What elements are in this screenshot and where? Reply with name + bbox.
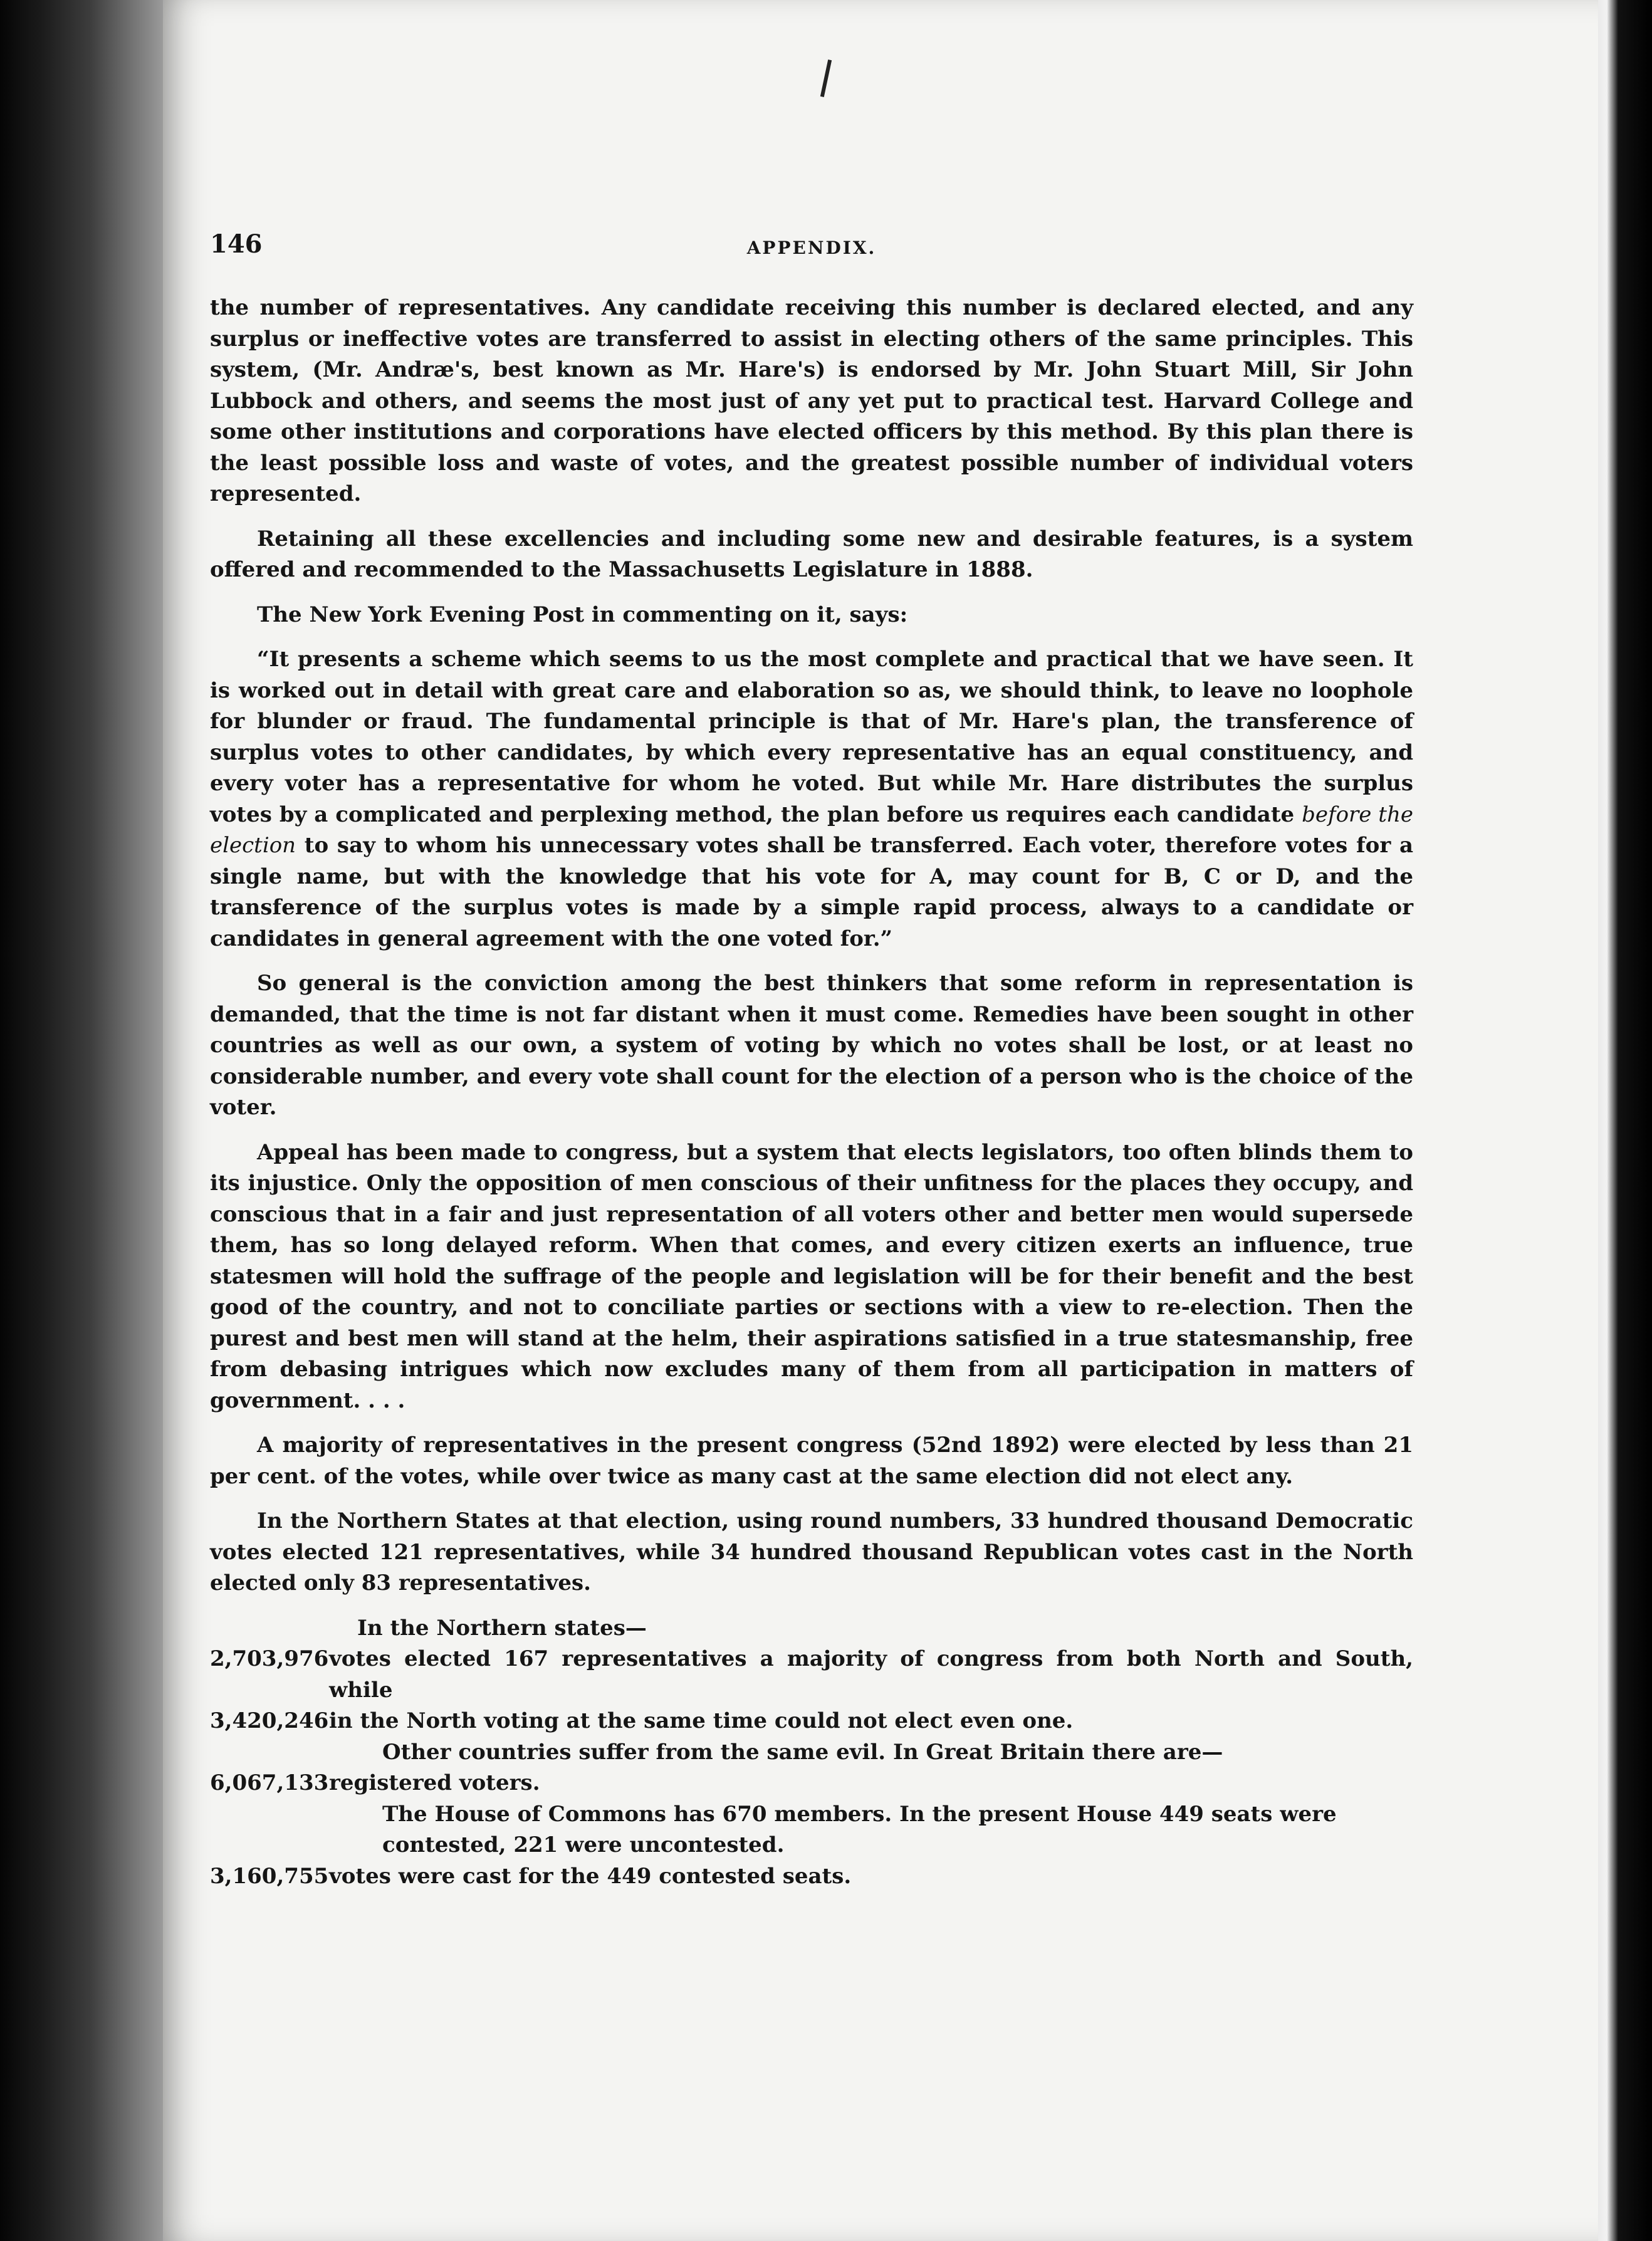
stat-row xyxy=(210,1644,1413,1706)
quote-text-end: to say to whom his unnecessary votes shall be transferred. Each voter, therefore votes for a single name, but with the knowledge that his vote for A, may count for B, C or D, and the transference of the surplus votes is made by a simple rapid process, always to a candidate or candidates in general agreement with the one voted for.” xyxy=(210,833,1413,951)
stat-number: 3,160,755 xyxy=(210,1863,329,1889)
paragraph-6: Appeal has been made to congress, but a system that elects legislators, too often blinds them to its injustice. Only the opposition of men conscious of their unfitness for the places they occupy, and conscious that in a fair and just representation of all voters other and better men would supersede them, has so long delayed reform. When that comes, and every citizen exerts an influence, true statesmen will hold the suffrage of the people and legislation will be for their benefit and the best good of the country, and not to conciliate parties or sections with a view to re-election. Then the purest and best men will stand at the helm, their aspirations satisfied in a true statesmanship, free from debasing intrigues which now excludes many of them from all participation in matters of government. . . . xyxy=(210,1139,1413,1413)
statistics-list xyxy=(210,1613,1413,1893)
paragraph-7: A majority of representatives in the present congress (52nd 1892) were elected by less than 21 per cent. of the votes, while over twice as many cast at the same election did not elect any. xyxy=(210,1433,1413,1489)
quote-text-start: “It presents a scheme which seems to us the most complete and practical that we have seen. It is worked out in detail with great care and elaboration so as, we should think, to leave no loophole for blunder or fraud. The fundamental principle is that of Mr. Hare's plan, the transference of surplus votes to other candidates, by which every representative has an equal constituency, and every voter has a representative for whom he voted. But while Mr. Hare distributes the surplus votes by a complicated and perplexing method, the plan before us requires each candidate xyxy=(210,647,1413,827)
page-text xyxy=(210,229,1413,1892)
paragraph-8: In the Northern States at that election, using round numbers, 33 hundred thousand Democratic votes elected 121 representatives, while 34 hundred thousand Republican votes cast in the North elected only 83 representatives. xyxy=(210,1508,1413,1596)
stats-note: The House of Commons has 670 members. In the present House 449 seats were contested, 221 were uncontested. xyxy=(382,1801,1337,1857)
stats-intro: In the Northern states— xyxy=(357,1615,647,1641)
ink-mark xyxy=(820,60,832,97)
stat-number: 3,420,246 xyxy=(210,1708,329,1733)
page-number: 146 xyxy=(210,229,263,259)
stat-number: 6,067,133 xyxy=(210,1770,329,1795)
page-header xyxy=(210,229,1413,266)
stats-note: Other countries suffer from the same evil. In Great Britain there are— xyxy=(382,1739,1223,1765)
paragraph-3: The New York Evening Post in commenting on it, says: xyxy=(257,602,908,627)
running-head: APPENDIX. xyxy=(746,238,877,258)
stat-text: registered voters. xyxy=(329,1770,540,1795)
paragraph-5: So general is the conviction among the best thinkers that some reform in representation is demanded, that the time is not far distant when it must come. Remedies have been sought in other countries as well as our own, a system of voting by which no votes shall be lost, or at least no considerable number, and every vote shall count for the election of a person who is the choice of the voter. xyxy=(210,971,1413,1120)
stat-text: votes were cast for the 449 contested seats. xyxy=(329,1863,852,1889)
paragraph-1: the number of representatives. Any candidate receiving this number is declared elected, and any surplus or ineffective votes are transferred to assist in electing others of the same principles. This system, (Mr. Andræ's, best known as Mr. Hare's) is endorsed by Mr. John Stuart Mill, Sir John Lubbock and others, and seems the most just of any yet put to practical test. Harvard College and some other institutions and corporations have elected officers by this method. By this plan there is the least possible loss and waste of votes, and the greatest possible number of individual voters represented. xyxy=(210,295,1413,506)
stat-text: in the North voting at the same time could not elect even one. xyxy=(329,1708,1074,1733)
stat-row xyxy=(210,1861,1413,1893)
stat-number: 2,703,976 xyxy=(210,1646,329,1671)
quotation-paragraph xyxy=(210,644,1413,954)
stat-text: votes elected 167 representatives a majority of congress from both North and South, while xyxy=(329,1646,1413,1703)
stat-row xyxy=(210,1706,1413,1737)
stat-row xyxy=(210,1768,1413,1799)
quote-italic-phrase: before the election xyxy=(210,802,1413,858)
paragraph-2: Retaining all these excellencies and including some new and desirable features, is a system offered and recommended to the Massachusetts Legislature in 1888. xyxy=(210,526,1413,582)
